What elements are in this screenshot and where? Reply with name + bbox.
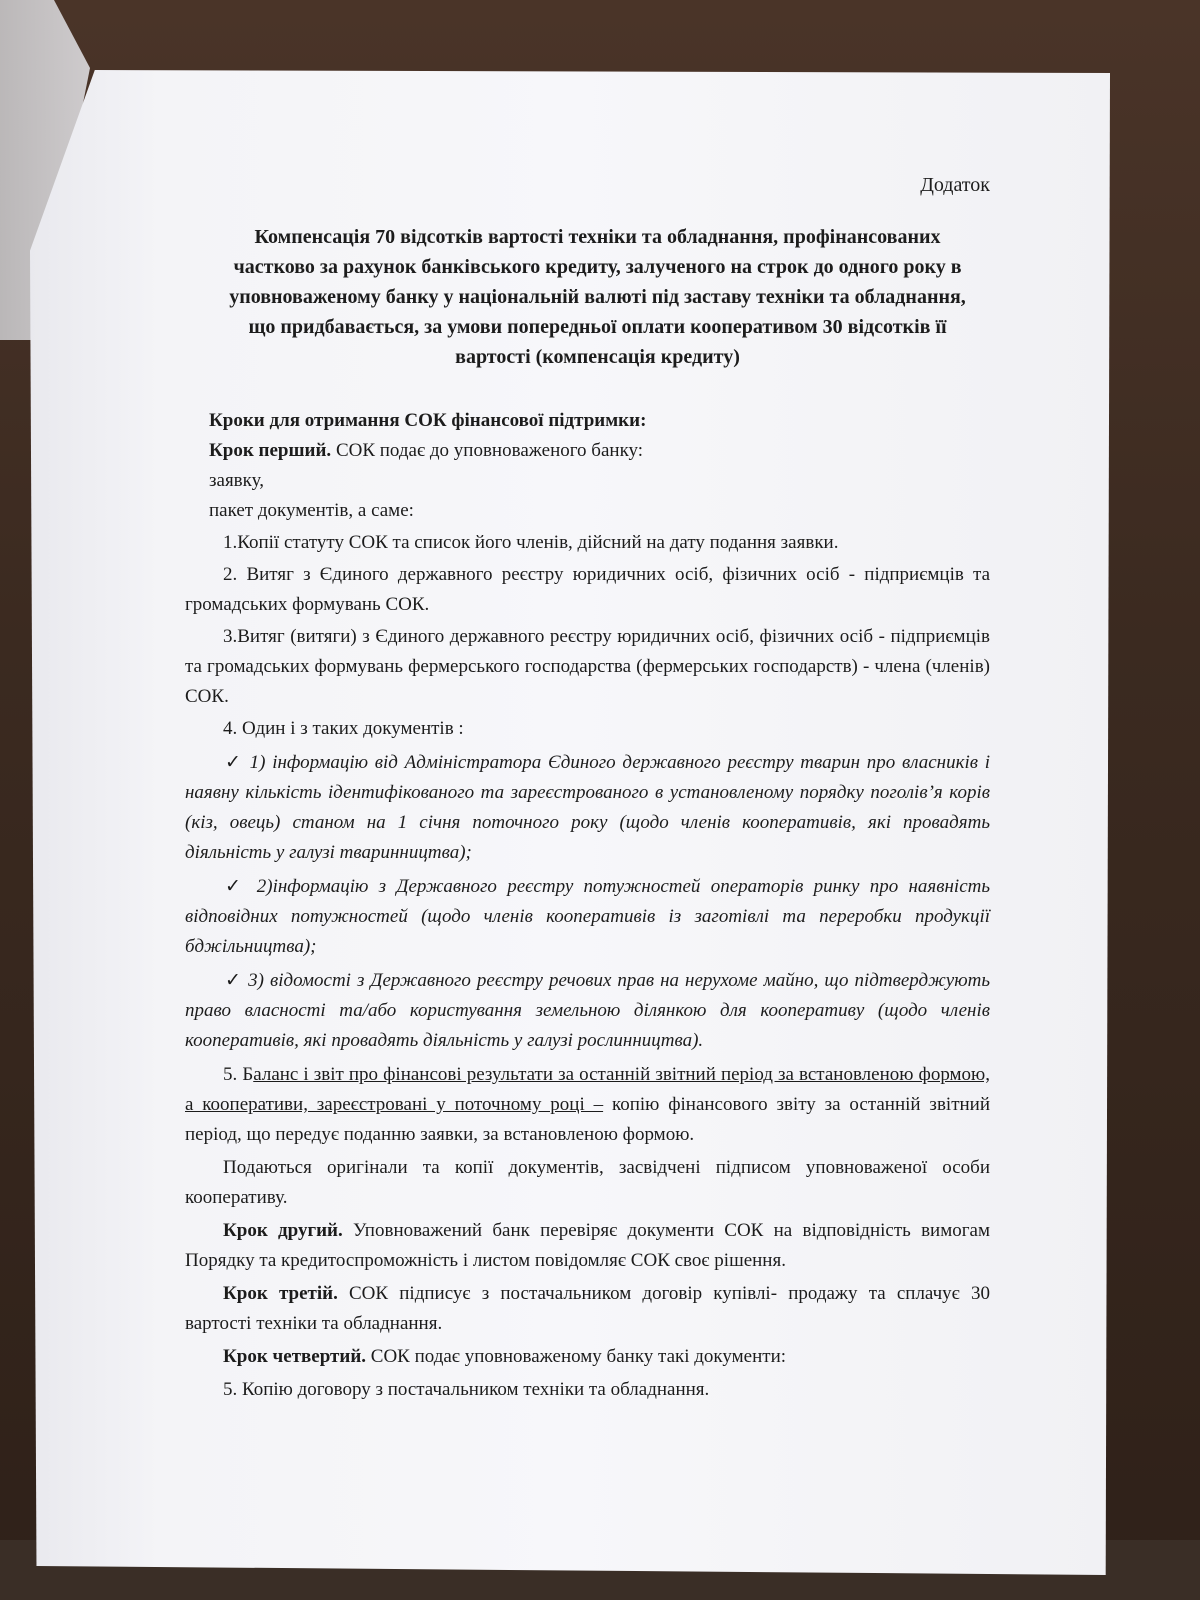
sub-item-1-text: 1) інформацію від Адміністратора Єдиного державного реєстру тварин про власників і наявну кількість ідентифікованого та зареєстрованого в установленому порядку поголів’я корів (кіз, овець) станом на 1 січня поточного року (щодо членів кооперативів, які провадять діяльність у галузі тваринництва);: [185, 752, 990, 863]
sub-item-3-text: 3) відомості з Державного реєстру речових прав на нерухоме майно, що підтверджують право власності та/або користування земельною ділянкою для кооперативу (щодо членів кооперативів, які провадять діяльність у галузі рослинництва).: [185, 970, 990, 1051]
line-package: пакет документів, а саме:: [209, 500, 414, 521]
originals-note: Подаються оригінали та копії документів, засвідчені підписом уповноваженої особи кооперативу.: [185, 1157, 990, 1208]
appendix-label: Додаток: [920, 174, 990, 196]
steps-heading: Кроки для отримання СОК фінансової підтримки:: [209, 410, 647, 431]
step-four-label: Крок четвертий.: [223, 1346, 367, 1367]
step-two-label: Крок другий.: [223, 1220, 343, 1241]
checkmark-icon: ✓: [225, 970, 243, 991]
step-one-text: СОК подає до уповноваженого банку:: [331, 440, 644, 461]
final-item: 5. Копію договору з постачальником техніки та обладнання.: [223, 1379, 710, 1400]
document-title: Компенсація 70 відсотків вартості техніки та обладнання, профінансованих частково за рахунок банківського кредиту, залученого на строк до одного року в уповноваженому банку у національній валюті під заставу техніки та обладнання, що придбавається, за умови попередньої оплати кооперативом 30 відсотків її вартості (компенсація кредиту): [229, 226, 966, 368]
document-item-3: 3.Витяг (витяги) з Єдиного державного реєстру юридичних осіб, фізичних осіб - підприємців та громадських формувань фермерського господарства (фермерських господарств) - члена (членів) СОК.: [185, 626, 990, 707]
item-5-underlined: аланс і звіт про фінансові результати за останній звітний період за встановленою формою, а кооперативи, зареєстровані у поточному році –: [185, 1064, 990, 1115]
item-5-prefix: 5. Б: [223, 1064, 254, 1085]
step-three-text: СОК підписує з постачальником договір купівлі- продажу та сплачує 30 вартості техніки та обладнання.: [185, 1283, 990, 1334]
document-item-4: 4. Один і з таких документів :: [223, 718, 464, 739]
document-item-5: [185, 1060, 990, 1150]
step-one: [185, 436, 990, 466]
sub-item-2: [185, 872, 990, 962]
sub-item-2-text: 2)інформацію з Державного реєстру потужностей операторів ринку про наявність відповідних потужностей (щодо членів кооперативів із заготівлі та переробки продукції бджільництва);: [185, 876, 991, 957]
line-application: заявку,: [209, 470, 264, 491]
document-item-1: 1.Копії статуту СОК та список його членів, дійсний на дату подання заявки.: [223, 532, 839, 553]
checkmark-icon: ✓: [225, 752, 243, 773]
step-three: [185, 1279, 990, 1339]
step-one-label: Крок перший.: [209, 440, 332, 461]
step-two-text: Уповноважений банк перевіряє документи СОК на відповідність вимогам Порядку та кредитоспроможність і листом повідомляє СОК своє рішення.: [185, 1220, 991, 1271]
item-5-rest: копію фінансового звіту за останній звітний період, що передує поданню заявки, за встановленою формою.: [185, 1094, 990, 1145]
sub-item-3: [185, 966, 990, 1056]
step-two: [185, 1216, 990, 1276]
step-three-label: Крок третій.: [223, 1283, 338, 1304]
document-content: [185, 150, 990, 1408]
step-four: [185, 1342, 990, 1372]
checkmark-icon: ✓: [225, 876, 247, 897]
sub-item-1: [185, 748, 990, 868]
document-item-2: 2. Витяг з Єдиного державного реєстру юридичних осіб, фізичних осіб - підприємців та громадських формувань СОК.: [185, 564, 990, 615]
step-four-text: СОК подає уповноваженому банку такі документи:: [366, 1346, 787, 1367]
